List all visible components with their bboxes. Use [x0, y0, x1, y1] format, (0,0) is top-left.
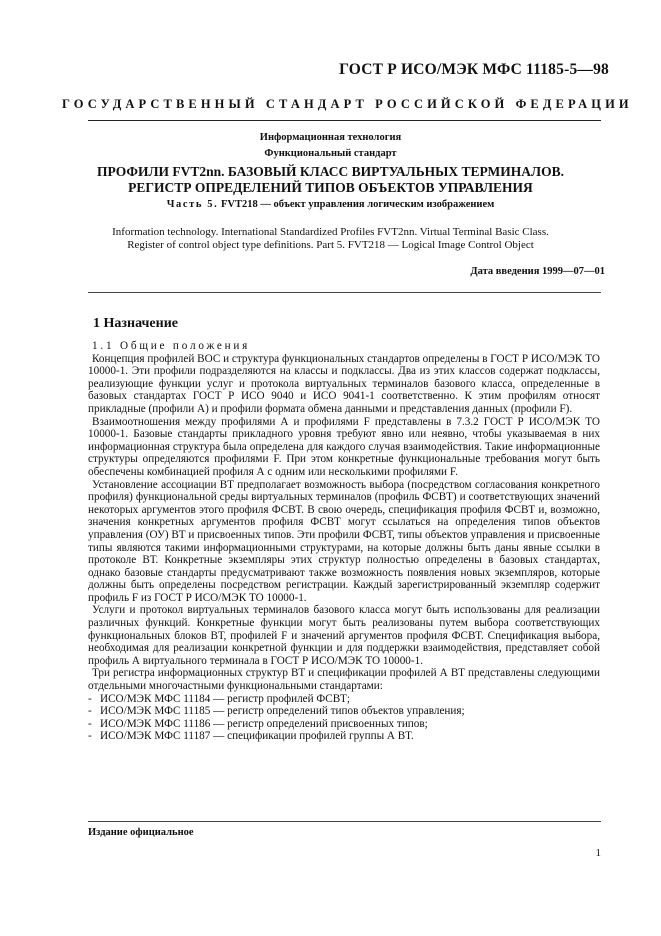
- standards-list: [88, 693, 600, 743]
- list-marker: -: [88, 692, 92, 705]
- section-body: [88, 340, 600, 743]
- top-divider: [88, 120, 601, 121]
- list-item: - ИСО/МЭК МФС 11185 — регистр определений типов объектов управления;: [88, 705, 465, 718]
- list-item: - ИСО/МЭК МФС 11186 — регистр определений присвоенных типов;: [88, 717, 428, 730]
- footer-divider: [88, 821, 601, 822]
- list-item: - ИСО/МЭК МФС 11187 — спецификации профилей группы А ВТ.: [88, 730, 414, 743]
- list-marker: -: [88, 717, 92, 730]
- list-item: - ИСО/МЭК МФС 11184 — регистр профилей ФСВТ;: [88, 692, 350, 705]
- main-title-line-1: ПРОФИЛИ FVT2nn. БАЗОВЫЙ КЛАСС ВИРТУАЛЬНЫХ ТЕРМИНАЛОВ.: [97, 164, 564, 179]
- introduction-date: Дата введения 1999—07—01: [470, 266, 605, 277]
- part-text: FVT218 — объект управления логическим изображением: [220, 199, 495, 210]
- title-line-2: Функциональный стандарт: [264, 148, 397, 159]
- paragraph: Установление ассоциации ВТ предполагает возможность выбора (посредством согласования конкретного профиля) функциональной среды виртуальных терминалов (профиль ФСВТ) и соответствующих значений некоторых аргументов этого профиля ФСВТ. В свою очередь, спецификация профиля ФСВТ и, возможно, значения конкретных аргументов профиля ФСВТ могут ссылаться на определения типов объектов управления (ОУ) ВТ и присвоенных типов. Эти профили ФСВТ, типы объектов управления и присвоенные типы являются такими информационными структурами, на которые должны быть даны явные ссылки в протоколе ВТ. Конкретные экземпляры этих структур полностью определены в базовых стандартах, однако базовые стандарты предусматривают также возможность появления новых экземпляров, которые должны быть определены посредством регистрации. Каждый зарегистрированный экземпляр содержит профиль F из ГОСТ Р ИСО/МЭК ТО 10000-1.: [88, 478, 600, 604]
- page-number: 1: [595, 847, 601, 859]
- part-title: [70, 197, 591, 213]
- english-title-line-2: Register of control object type definitions. Part 5. FVT218 — Logical Image Control Object: [127, 239, 534, 251]
- part-label: Часть 5.: [166, 199, 219, 210]
- paragraph: Услуги и протокол виртуальных терминалов базового класса могут быть использованы для реализации различных функций. Конкретные функции могут быть реализованы путем выбора соответствующих функциональных блоков ВТ, профилей F и значений аргументов профиля ФСВТ. Спецификация выбора, необходимая для реализации конкретной функции и для поддержки взаимодействия, представляет собой профиль А виртуального терминала в ГОСТ Р ИСО/МЭК ТО 10000-1.: [88, 604, 600, 667]
- main-title-line-2: РЕГИСТР ОПРЕДЕЛЕНИЙ ТИПОВ ОБЪЕКТОВ УПРАВЛЕНИЯ: [128, 180, 533, 195]
- title-line-1: Информационная технология: [259, 132, 402, 143]
- section-heading: 1 Назначение: [93, 316, 178, 331]
- paragraph: Концепция профилей ВОС и структура функциональных стандартов определены в ГОСТ Р ИСО/МЭК ТО 10000-1. Эти профили подразделяются на классы и подклассы. Два из этих классов содержат подклассы, реализующие функции услуг и протокола виртуальных терминалов базового класса, определенные в базовых стандартах ГОСТ Р ИСО 9040 и ИСО 9041-1 соответственно. К этим профилям относят прикладные (профили А) и профили формата обмена данными и представления данных (профили F).: [88, 352, 600, 415]
- list-marker: -: [88, 730, 92, 743]
- title-block: [70, 130, 591, 252]
- subsection-heading: 1.1 Общие положения: [92, 340, 251, 352]
- paragraph: Взаимоотношения между профилями А и профилями F представлены в 7.3.2 ГОСТ Р ИСО/МЭК ТО 10000-1. Базовые стандарты прикладного уровня требуют явно или неявно, чтобы указываемая в них информационная структура была определена для каждого случая взаимодействия. Такие информационные структуры определяются профилями F. При этом конкретные функциональные требования могут быть обеспечены комбинацией профиля А с одним или несколькими профилями F.: [88, 415, 600, 478]
- paragraph: Три регистра информационных структур ВТ и спецификации профилей А ВТ представлены следующими отдельными многочастными функциональными стандартами:: [88, 667, 600, 693]
- state-standard-banner: ГОСУДАРСТВЕННЫЙ СТАНДАРТ РОССИЙСКОЙ ФЕДЕРАЦИИ: [62, 97, 633, 111]
- edition-note: Издание официальное: [88, 827, 194, 838]
- gost-number: ГОСТ Р ИСО/МЭК МФС 11185-5—98: [339, 61, 609, 78]
- english-title-line-1: Information technology. International Standardized Profiles FVT2nn. Virtual Terminal Basic Class.: [112, 226, 549, 238]
- middle-divider: [88, 292, 601, 293]
- list-marker: -: [88, 705, 92, 718]
